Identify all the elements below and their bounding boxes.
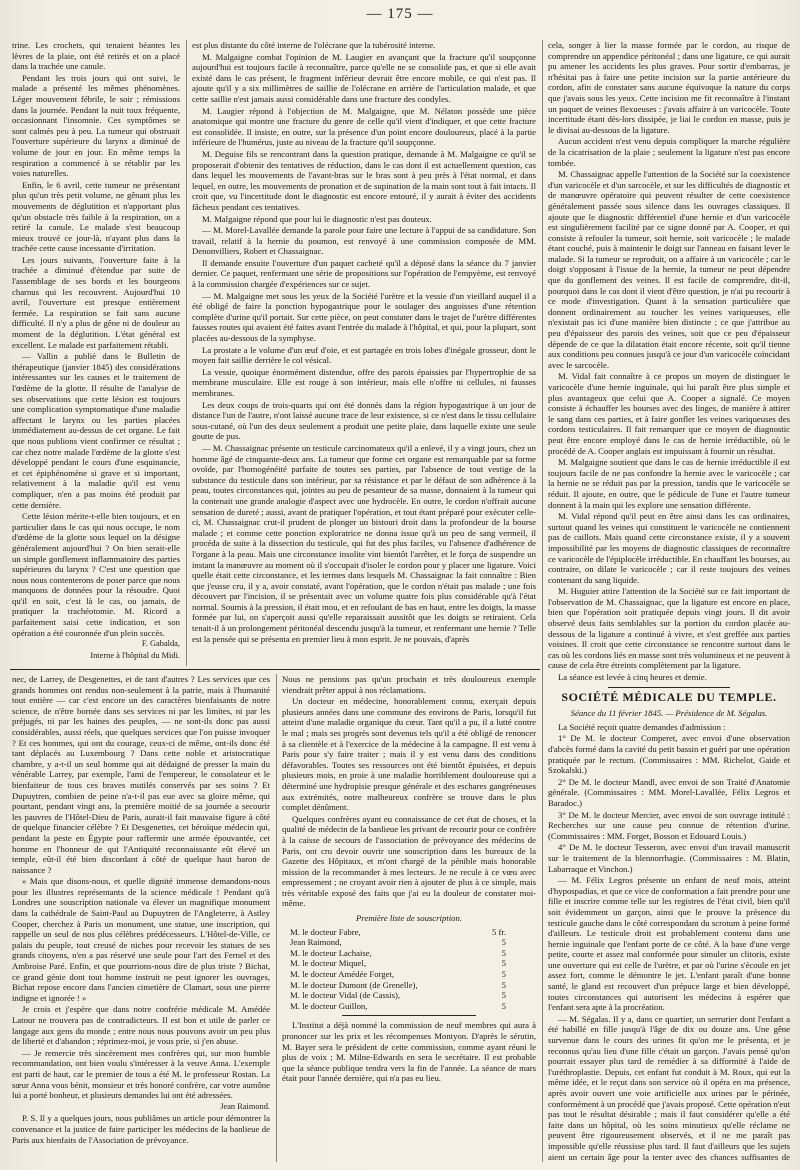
subscriber-amount: 5 bbox=[501, 947, 506, 958]
table-row bbox=[282, 948, 536, 959]
subscriber-name: M. le docteur Fabre, bbox=[290, 926, 361, 937]
table-row bbox=[282, 927, 536, 938]
medical-section-subtitle: Séance du 11 février 1845. — Présidence de M. Ségalas. bbox=[570, 708, 768, 719]
subscription-list bbox=[282, 927, 536, 1012]
paragraph: — M. Félix Legros présente un enfant de neuf mois, atteint d'hypospadias, et que ce vice de conformation a fait prendre pour une fille et inscrire comme telle sur les registres de l'état civil, bien qu'il soit évidemment un garçon, ainsi que le prouve la présence du testicule gauche dans le côté correspondant du scrotum à peine formé d'ailleurs. Le testicule droit est probablement contenu dans une hernie inguinale que l'enfant porte de ce côté. A la base d'une verge petite, courte et assez mal conformée pour simuler un clitoris, existe une ouverture qui est celle de l'urètre, et par où l'urine s'écoule en jet assez fort, comme le démontre le jet. L'enfant paraît d'une bonne santé, le gland est recouvert d'un prépuce large et bien développé, toutes circonstances qui autorisent les médecins à espérer que l'enfant sera apte à la procréation. bbox=[548, 875, 790, 1013]
page-number: — 175 — bbox=[366, 6, 434, 22]
paragraph: Nous ne pensions pas qu'un prochain et très douloureux exemple viendrait prêter appui à nos réclamations. bbox=[282, 674, 536, 695]
paragraph: La séance est levée à cinq heures et demie. bbox=[558, 672, 707, 683]
column-left bbox=[12, 40, 180, 666]
fold-rule bbox=[10, 669, 540, 670]
paragraph: M. Huguier attire l'attention de la Société sur ce fait important de l'observation de M. Chassaignac, que la ligature est encore en place, bien que l'opération soit pratiquée depuis vingt jours. Il dit avoir observé deux faits semblables sur la portion du cordon placée au-dessous de la ligature a continué à vivre, et s'est greffée aux parties voisines. Il croit que cette circonstance se rencontre surtout dans le cas où les cordons liés en masse sont très volumineux et ne peuvent à cause de cela être étreints complètement par la ligature. bbox=[548, 586, 790, 671]
table-row bbox=[282, 958, 536, 969]
author-title: Interne à l'hôpital du Midi. bbox=[90, 650, 180, 660]
paragraph: 1° De M. le docteur Comperet, avec envoi d'une observation d'abcès formé dans la cavité du petit bassin et guéri par une opération pratiquée par le rectum. (Commissaires : MM. Richelot, Gaide et Szokalski.) bbox=[548, 733, 790, 776]
column-rule bbox=[542, 40, 543, 1162]
paragraph: L'Institut a déjà nommé la commission de neuf membres qui aura à prononcer sur les prix et les récompenses Montyon. D'après le sérutin, M. Bayer sera le président de cette commission, comme ayant réuni le plus de voix ; M. Milne-Edwards en sera le secrétaire. Il est probable que la séance publique tendra vers la fin de l'année. La séance de mars était pour l'année dernière, qui n'a pas eu lieu. bbox=[282, 1020, 536, 1084]
section-divider bbox=[608, 687, 730, 688]
subscriber-amount: 5 fr. bbox=[492, 926, 506, 937]
paragraph: M. Malgaigne combat l'opinion de M. Laugier en avançant que la fracture qu'il soupçonne aujourd'hui est toujours facile à reconnaître, parce qu'elle ne se consolide pas, et que si elle avait existé dans le cas présent, le fragment inférieur devrait être encore mobile, ce qui n'est pas. Il ajoute qu'il y a six millimètres de saillie de l'olécrane en arrière de l'articulation malade, et que cette saillie n'est jamais aussi considérable dans une fracture des condyles. bbox=[192, 51, 536, 104]
paragraph: La Société reçoit quatre demandes d'admission : bbox=[558, 721, 726, 732]
paragraph: Enfin, le 6 avril, cette tumeur ne présentant plus qu'un très petit volume, ne gênant plus les mouvements de déglutition et n'apportant plus qu'un obstacle très faible à la respiration, on a retiré la canule. Le malade s'est beaucoup mieux trouvé ce jour-là, n'ayant plus dans la trachée cette cause incessante d'irritation. bbox=[12, 179, 180, 254]
paragraph: 3° De M. le docteur Mercier, avec envoi de son ouvrage intitulé : Recherches sur une cause peu connue de rétention d'urine. (Commissaires : MM. Forget, Bosson et Edouard Louis.) bbox=[548, 809, 790, 841]
column-rule bbox=[276, 674, 277, 1162]
paragraph: La vessie, quoique énormément distendue, offre des parois épaissies par l'hypertrophie de sa membrane musculaire. Elle est rouge à son intérieur, mais elle n'offre ni cellules, ni fausses membranes. bbox=[192, 366, 536, 398]
paragraph: Quelques confrères ayant eu connaissance de cet état de choses, et la qualité de médecin de la banlieue les privant de recourir pour ce confrère à la caisse de secours de l'association de prévoyance des médecins de Paris, ont cru devoir ouvrir une souscription dans les bureaux de la Gazette des Hôpitaux, et m'ont chargé de la pénible mais honorable mission de la recommander à mes lecteurs. Je ne recule à ce vœu avec empressement ; ne croyant avoir rien à ajouter de plus à ce simple, mais très véritable exposé des faits que j'ai eu la douleur de constater moi-même. bbox=[282, 813, 536, 909]
paragraph: M. Chassaignac appelle l'attention de la Société sur la coexistence d'un varicocèle et d'un sarcocèle, et sur les difficultés de diagnostic et de manœuvre opératoire qui peuvent résulter de cette coexistence généralement passée sous silence dans les ouvrages classiques. Il ajoute que le diagnostic différentiel d'une hernie et d'un varicocèle est singulièrement facilité par ce signe donné par A. Cooper, et qui consiste à refouler la tumeur, soit hernie, soit varicocèle ; le malade étant couché, puis à maintenir le doigt sur l'anneau en faisant lever le malade. Si la tumeur se reproduit, on a affaire à un varicocèle ; car le doigt s'opposant à l'issue de la hernie, la tumeur ne peut dépendre que du gonflement des veines. Il est facile de comprendre, dit-il, pourquoi dans le cas dont il vient d'être question, je n'ai pu recourir à ce mode d'investigation. Quant à la sensation particulière que donnent ordinairement au toucher les veines variqueuses, elle n'existait pas ici d'une manière bien distincte ; ce que j'attribue au peu d'épaisseur des parois des veines, soit que ce peu d'épaisseur dépende de ce que la dilatation était encore récente, soit qu'il tienne aux conditions peu connues jusqu'à ce jour d'un varicocèle coïncidant avec le sarcocèle. bbox=[548, 169, 790, 370]
paragraph: Il demande ensuite l'ouverture d'un paquet cacheté qu'il a déposé dans la séance du 7 janvier dernier. Ce paquet, renfermant une série de propositions sur l'opération de l'empyème, est renvoyé à la commission chargée d'expériences sur ce sujet. bbox=[192, 257, 536, 290]
paragraph: Un docteur en médecine, honorablement connu, exerçait depuis plusieurs années dans une commune des environs de Paris, lorsqu'il fut atteint d'une maladie organique du cœur. Tant qu'il a pu, il a lutté contre le mal ; mais ses progrès sont devenus tels qu'il a été obligé de renoncer à sa clientèle et à l'exercice de la médecine à la campagne. Il est venu à Paris pour s'y faire traiter ; mais il y est venu dans des conditions défavorables. Toutes ses ressources ont été bientôt épuisées, et depuis plusieurs mois, en proie à une maladie horriblement douloureuse qui a déterminé une hydropisie presque générale et des eschares gangréneuses aux extrémités, notre malheureux confrère se trouve dans le plus complet dénûment. bbox=[282, 696, 536, 813]
postscript: P. S. Il y a quelques jours, nous publiâmes un article pour démontrer la convenance et la justice de faire participer les médecins de la banlieue de Paris aux bienfaits de l'Association de prévoyance. bbox=[12, 1113, 270, 1145]
paragraph: Pendant les trois jours qui ont suivi, le malade a présenté les mêmes phénomènes. Léger mouvement fébrile, le soir ; rémissions dans la journée. Pendant la nuit toux fréquente, occasionnant l'insomnie. Ces symptômes se sont calmés peu à peu. La tumeur qui obstruait l'ouverture supérieure du larynx a diminué de volume de jour en jour. En même temps la respiration a commencé à se rétablir par les voies naturelles. bbox=[12, 72, 180, 179]
paragraph: Aucun accident n'est venu depuis compliquer la marche régulière de la cicatrisation de la plaie ; seulement la ligature n'est pas encore tombée. bbox=[548, 136, 790, 168]
author-signature: F. Gabalda, bbox=[141, 639, 180, 649]
paragraph: » Mais que disons-nous, et quelle dignité immense demandons-nous pour les illustres représentants de la science médicale ! Pendant qu'à Londres une souscription nationale va élever un magnifique monument dans la cathédrale de Saint-Paul au Dupuytren de l'Angleterre, à Astley Cooper, cherchez à Paris un monument, une statue, une inscription, qui rappelle un seul de nos plus célèbres prédécesseurs. L'Hôtel-de-Ville, ce palais du peuple, tout creusé de niches pour recevoir les statues de ses grands citoyens, n'en a pas réservé une seule pour l'art des Fernel et des Ambroise Paré. Enfin, et que pourrions-nous dire de plus triste ? Bichat, ce grand génie dont tout homme instruit ne peut ignorer les ouvrages, Bichat repose encore dans l'ancien cimetière de Clamart, sous une pierre indigne et ignorée ! » bbox=[12, 876, 270, 1003]
paragraph: 4° De M. le docteur Tesseron, avec envoi d'un travail manuscrit sur le traitement de la blennorrhagie. (Commissaires : M. Blatin, Labarraque et Vinchon.) bbox=[548, 842, 790, 874]
paragraph: M. Malgaigne répond que pour lui le diagnostic n'est pas douteux. bbox=[202, 213, 432, 224]
subscriber-name: M. le docteur Amédée Forget, bbox=[290, 969, 395, 980]
paragraph: — Je remercie très sincèrement mes confrères qui, sur mon humble recommandation, ont bien voulu s'intéresser à la veuve Anna. L'exemple est parti de haut, car le premier de tous a été M. le professeur Rostan. La sœur Anna vous bénit, monsieur et très honoré confrère, car votre aumône lui a porté bonheur, et plusieurs demandes lui ont été adressées. bbox=[12, 1047, 270, 1101]
subscriber-name: M. le docteur Dumont (de Grenelle), bbox=[290, 979, 418, 990]
subscriber-amount: 5 bbox=[501, 979, 506, 990]
paragraph: 2° De M. le docteur Mandl, avec envoi de son Traité d'Anatomie générale. (Commissaires : MM. Morel-Lavallée, Félix Legros et Baradoc.) bbox=[548, 776, 790, 808]
column-bottom-middle bbox=[282, 674, 536, 1164]
subscriber-amount: 5 bbox=[501, 958, 506, 969]
subscriber-name: M. le docteur Miquel, bbox=[290, 958, 366, 969]
paragraph: — M. Malgaigne met sous les yeux de la Société l'urètre et la vessie d'un vieillard auquel il a été obligé de faire la ponction hypogastrique pour le soulager des angoisses d'une rétention complète d'urine qu'il portait. Sur cette pièce, on peut constater dans le trajet de l'urètre différentes fausses routes qui avaient été faites avant l'entrée du malade à l'hôpital, et qui, pour la plupart, sont placées au-dessous de la symphyse. bbox=[192, 290, 536, 344]
subscriber-amount: 5 bbox=[501, 969, 506, 980]
column-middle bbox=[192, 40, 536, 666]
table-row bbox=[282, 980, 536, 991]
paragraph: — M. Morel-Lavallée demande la parole pour faire une lecture à l'appui de sa candidature. Son travail, relatif à la hernie du poumon, est renvoyé à une commission composée de MM. Denonvilliers, Robert et Chassaignac. bbox=[192, 225, 536, 257]
paragraph: Les jours suivants, l'ouverture faite à la trachée a diminué d'étendue par suite de l'assemblage de ses bords et les bourgeons charnus qui les recouvrent. Aujourd'hui 10 avril, l'ouverture est presque entièrement fermée. La respiration se fait sans aucune difficulté. Il n'y a plus de gêne ni de douleur au moment de la déglutition. L'état général est excellent. Le malade est parfaitement rétabli. bbox=[12, 254, 180, 350]
table-row bbox=[282, 1001, 536, 1012]
column-bottom-left bbox=[12, 674, 270, 1164]
subscription-title: Première liste de souscription. bbox=[355, 913, 462, 924]
subscriber-name: M. le docteur Lachaise, bbox=[290, 947, 372, 958]
section-divider bbox=[342, 1015, 476, 1016]
table-row bbox=[282, 937, 536, 948]
paragraph: cela, songer à lier la masse formée par le cordon, au risque de comprendre un appendice péritonéal ; dans une ligature, ce qui aurait pu amener les accidents les plus graves. Pour sortir d'embarras, je n'hésitai pas à faire une petite incision sur la partie antérieure du cordon, afin de constater sans aucune équivoque la nature du corps que j'avais sous les yeux. Cette incision me fit reconnaître à l'instant un paquet de veines flexueuses : j'avais affaire à un varicocèle. Toute incertitude étant dès-lors dissipée, je liai le cordon en masse, puis je le divisai au-dessous de la ligature. bbox=[548, 40, 790, 135]
subscriber-name: Jean Raimond, bbox=[290, 937, 342, 948]
column-right bbox=[548, 40, 790, 1164]
subscriber-amount: 5 bbox=[501, 937, 506, 948]
paragraph: — Vallin a publié dans le Bulletin de thérapeutique (janvier 1845) des considérations intéressantes sur les causes et le traitement de l'œdème de la glotte. Il résulte de l'analyse de ses observations que cette lésion est toujours une complication symptomatique d'une maladie affectant le larynx ou les parties placées immédiatement au-dessus de cet organe. Le fait que nous publions vient confirmer ce résultat ; car chez notre malade l'œdème de la glotte s'est développé pendant le cours d'une esquinancie, et cet épiphénomène si grave et si important, relativement à la maladie qu'il est venu compliquer, n'en a pas moins été produit par cette dernière. bbox=[12, 351, 180, 510]
paragraph: — M. Chassaignac présente un testicule carcinomateux qu'il a enlevé, il y a vingt jours, chez un homme âgé de cinquante-deux ans. La tumeur que forme cet organe est remarquable par sa forme ovoïde, par l'homogénéité parfaite de toutes ses parties, par l'absence de tout vestige de la substance du testicule dans son intérieur, par sa résistance et par le défaut de son adhérence à la peau, toutes circonstances qui, jointes au peu de pesanteur de sa masse, donnaient à la tumeur qui la contenait une grande analogie d'aspect avec une hydrocèle. En outre, le cordon n'offrait aucune sensation de dureté ; aussi, avant de pratiquer l'opération, et tout étant préparé pour exécuter celle-ci, M. Chassaignac crut-il prudent de plonger un bistouri droit dans la profondeur de la bourse malade ; et comme cette ponction exploratrice ne donna issue qu'à un peu de sang vermeil, il procéda de suite à la dissection du testicule, qui fut des plus faciles, vu l'absence d'adhérence de l'organe à la peau. Mais une circonstance insolite vint bientôt l'arrêter, et le força de suspendre un instant la manœuvre au moment où il s'occupait d'isoler le cordon pour y placer une ligature. Voici quelle était cette circonstance, et les termes dans lesquels M. Chassaignac la fait connaître : Bien que j'eusse cru, il y a, avoir constaté, avant l'opération, que le cordon n'était pas malade ; une fois découvert par l'incision, il se présentait avec un volume quatre fois plus considérable qu'à l'état normal. Soumis à la pression, il était mou, et en refoulant de bas en haut, entre les doigts, la masse formée par lui, on s'aperçoit aussi qu'elle reparaissait aussitôt que les doigts se retiraient. Cela tenait-il à un prolongement péritonéal descendu jusqu'à la tumeur, et renfermant une hernie ? Telle est la pensée qui se présenta en premier lieu à mon esprit. Je ne pouvais, d'après bbox=[192, 442, 536, 644]
column-rule bbox=[186, 40, 187, 666]
subscriber-amount: 5 bbox=[501, 990, 506, 1001]
paragraph: est plus distante du côté interne de l'olécrane que la tubérosité interne. bbox=[192, 40, 436, 50]
paragraph: M. Deguise fils se rencontrant dans la question pratique, demande à M. Malgaigne ce qu'il se proposerait d'obtenir des tentatives de réduction, dans le cas dont il est actuellement question, cas dans lequel les mouvements de l'avant-bras sur le bras sont à peu près à l'état normal, et dans lequel, en outre, les mouvements de pronation et de supination de la main sont tout à fait intacts. Il croit que, vu l'incertitude dont le diagnostic est encore entouré, il y aurait à éviter des accidents fâcheux pendant ces tentatives. bbox=[192, 148, 536, 212]
paragraph: La prostate a le volume d'un œuf d'oie, et est partagée en trois lobes d'inégale grosseur, dont le moyen fait saillie derrière le col vésical. bbox=[192, 344, 536, 366]
paragraph: nec, de Larrey, de Desgenettes, et de tant d'autres ? Les services que ces grands hommes ont rendus non-seulement à la patrie, mais à l'humanité tout entière — car c'est encore un des caractères bienfaisants de notre science, de n'être bornée dans ses services ni par les limites, ni par les préjugés, ni par les haines des peuples, — ne sont-ils donc pas aussi considérables, aussi réels, que quelques services que l'on puisse invoquer ? Et ces hommes, qui ont du courage, ceux-ci de même, ont-ils donc été tant déplacés au Luxembourg ? Dans cette noble et aristocratique chambre, y a-t-il un seul homme qui ait dédaigné de presser la main du vénérable Larrey, par exemple, l'ami de l'empereur, le consolateur et le bienfaiteur de tous ces braves mutilés conservés par ses soins ? Et Dupuytren, combien de peine n'a-t-il pas eue avec sa gloire même, qui pourtant, pendant vingt ans, la première moitié de sa journée a secourir les pauvres de l'Hôtel-Dieu de Paris, aurait-il fait mauvaise figure à côté de quelque financier célèbre ? Et Desgenettes, cet héroïque médecin qui, pendant la peste en Égypte pour raffermir une armée épouvantée, cet homme en l'honneur de qui l'Antiquité reconnaissante eût élevé un temple, eût-il été bien discordant à côté de quelque haut baron de naissance ? bbox=[12, 674, 270, 875]
paragraph: Cette lésion mérite-t-elle bien toujours, et en particulier dans le cas qui nous occupe, le nom d'œdème de la glotte sous lequel on la désigne généralement aujourd'hui ? On bien serait-elle un simple gonflement inflammatoire des parties supérieures du larynx ? C'est une question que nous nous contenterons de poser parce que nous manquons de données pour la résoudre. Quoi qu'il en soit, c'est là le cas, ou jamais, de pratiquer la trachéotomie. M. Ricord a parfaitement saisi cette indication, et son opération a été couronnée d'un plein succès. bbox=[12, 511, 180, 638]
subscriber-name: M. le docteur Guillon, bbox=[290, 1000, 368, 1011]
paragraph: M. Vidal répond qu'il peut en être ainsi dans les cas ordinaires, surtout quand les veines qui constituent le varicocèle ne contiennent pas de caillots. Mais quand cette circonstance existe, il y a souvent impossibilité par les moyens de diagnostic classiques de reconnaître ce varicocèle de l'épiplocèle irréductible. En chauffant les bourses, au contraire, on dilate le varicocèle ; car il reste toujours des veines contenant du sang liquide. bbox=[548, 511, 790, 585]
paragraph: M. Laugier répond à l'objection de M. Malgaigne, que M. Nélaton possède une pièce anatomique qui montre une fracture du genre de celle qu'il vient d'indiquer, et que cette fracture est consolidée. Il insiste, en outre, sur la présence d'un point encore douloureux, placé à la partie inférieure de l'humérus, juste au niveau de la fracture qu'il soupçonne. bbox=[192, 105, 536, 148]
paragraph: Je crois et j'espère que dans notre confrérie médicale M. Amédée Latour ne trouvera pas de contradicteurs. Il est bon et utile de parler ce langage aux gens du monde ; entre nous nous pouvons avoir un peu plus de liberté et d'abandon ; réprimez-moi, je vous prie, si j'en abuse. bbox=[12, 1004, 270, 1047]
table-row bbox=[282, 990, 536, 1001]
paragraph: Les deux coups de trois-quarts qui ont été donnés dans la région hypogastrique à un jour de distance l'un de l'autre, n'ont laissé aucune trace de leur existence, si ce n'est dans le tissu cellulaire sous-cutané, où l'un des deux seulement a produit une petite plaie, dans laquelle existe une seule goutte de pus. bbox=[192, 399, 536, 442]
medical-section-title: SOCIÉTÉ MÉDICALE DU TEMPLE. bbox=[561, 689, 777, 704]
subscriber-name: M. le docteur Vidal (de Cassis), bbox=[290, 990, 401, 1001]
subscriber-amount: 5 bbox=[501, 1000, 506, 1011]
author-signature: Jean Raimond. bbox=[220, 1101, 270, 1111]
page-header bbox=[0, 6, 800, 40]
paragraph: — M. Ségalas. Il y a, dans ce quartier, un serrurier dont l'enfant a été habillé en fille jusqu'à l'âge de dix ou douze ans. Une gêne survenue dans le cours des urines fit qu'on me le présenta, et je reconnus qu'au lieu d'une fille c'était un garçon. J'avais pensé qu'on pourrait essayer plus tard de remédier à sa difformité à l'aide de l'uréthroplastie. Depuis, cet enfant fut conduit à M. Roux, qui eut la même idée, et le reçut dans son service où il opéra en ma présence, après avoir ouvert une voie artificielle aux urines par le périnée, conformément à un procédé que j'avais proposé. Cette opération n'eut pas tout le résultat désirable ; mais il faut considérer qu'elle a été faite dans un hôpital, où les soins minutieux qu'elle réclame ne peuvent être rigoureusement observés, et il ne me paraît pas impossible qu'elle réussisse plus tard. Il faut d'ailleurs que les sujets aient un certain âge pour la tenter avec des chances suffisantes de bbox=[548, 1013, 790, 1162]
paragraph: M. Vidal fait connaître à ce propos un moyen de distinguer le varicocèle d'une hernie inguinale, qui lui paraît être plus simple et plus avantageux que celui que A. Cooper a signalé. Ce moyen consiste à échauffer les bourses avec des linges, de manière à attirer le sang dans ces parties, et à faire gonfler les veines variqueuses des cordons testiculaires. Il fait remarquer que ce moyen de diagnostic peut être encore employé dans le cas de hernie irréductible, où le procédé de A. Cooper anglais est impuissant à fournir un résultat. bbox=[548, 371, 790, 456]
paragraph: trine. Les crochets, qui tenaient béantes les lèvres de la plaie, ont été retirés et on a placé dans la trachée une canule. bbox=[12, 40, 180, 72]
paragraph: M. Malgaigne soutient que dans le cas de hernie irréductible il est toujours facile de ne pas confondre la hernie avec le varicocèle ; car la hernie ne se réduit pas par la pression, tandis que le varicocèle se réduit. Il ajoute, en outre, que le pédicule de l'une et l'autre tumeur donnent à la main qui les explore une sensation différente. bbox=[548, 457, 790, 510]
table-row bbox=[282, 969, 536, 980]
